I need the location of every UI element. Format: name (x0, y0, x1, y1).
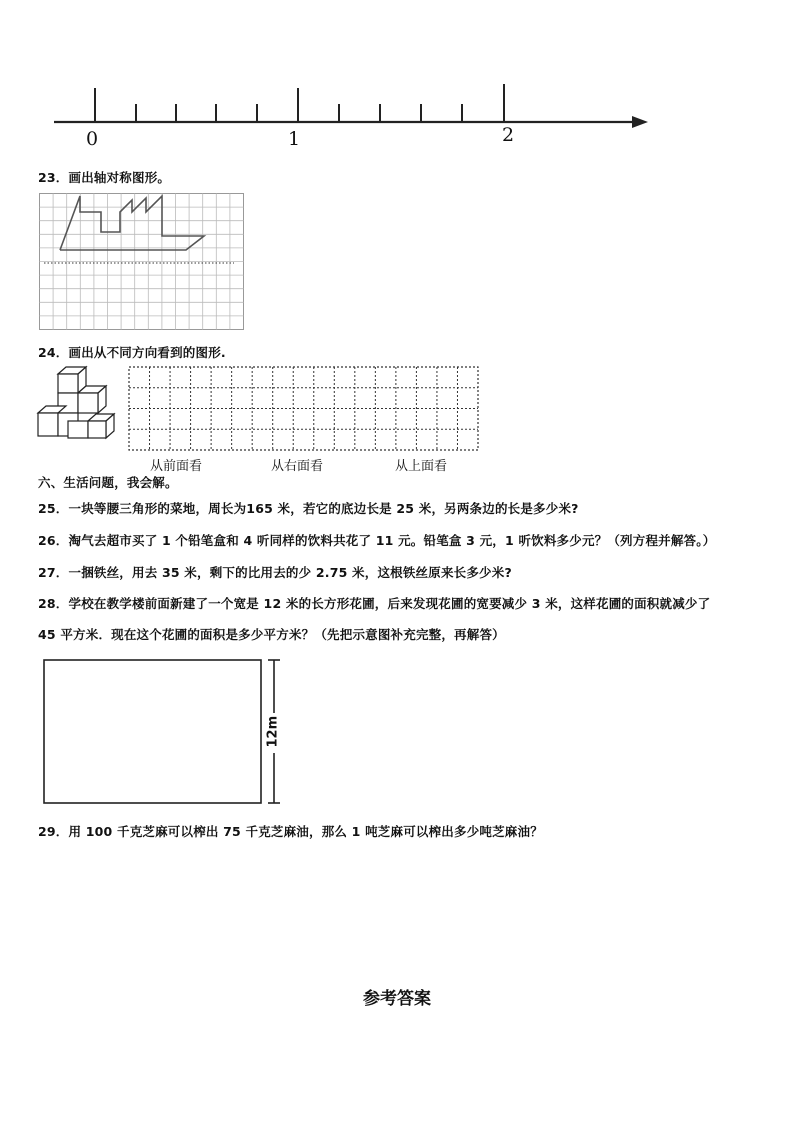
number-line-label-2: 2 (502, 124, 515, 146)
number-line (50, 80, 660, 150)
section-heading-6: 六、生活问题，我会解。 (38, 475, 178, 490)
question-28-line-1: 28．学校在教学楼前面新建了一个宽是 12 米的长方形花圃，后来发现花圃的宽要减少 3 米，这样花圃的面积就减少了 (38, 596, 711, 611)
question-23: 23．画出轴对称图形。 (38, 170, 171, 185)
question-29: 29．用 100 千克芝麻可以榨出 75 千克芝麻油，那么 1 吨芝麻可以榨出多少吨芝麻油？ (38, 824, 543, 839)
number-line-label-1: 1 (288, 128, 301, 150)
answer-title: 参考答案 (363, 989, 431, 1009)
number-line-label-0: 0 (86, 128, 99, 150)
views-grid (128, 366, 480, 452)
question-25: 25．一块等腰三角形的菜地，周长为165 米，若它的底边长是 25 米，另两条边的长是多少米? (38, 501, 579, 516)
cube-stack-figure (36, 364, 116, 444)
question-26: 26．淘气去超市买了 1 个铅笔盒和 4 听同样的饮料共花了 11 元。铅笔盒 3 元，1 听饮料多少元？（列方程并解答。） (38, 533, 716, 548)
width-label-12m: 12m (265, 715, 281, 748)
question-27: 27．一捆铁丝，用去 35 米，剩下的比用去的少 2.75 米，这根铁丝原来长多少米? (38, 565, 512, 580)
view-label-right: 从右面看 (271, 459, 324, 474)
symmetry-shape (60, 196, 204, 250)
arrow-icon (632, 116, 648, 128)
view-label-front: 从前面看 (150, 459, 203, 474)
garden-rectangle-diagram (42, 658, 292, 808)
symmetry-grid (38, 192, 246, 332)
question-28-line-2: 45 平方米．现在这个花圃的面积是多少平方米？（先把示意图补充完整，再解答） (38, 627, 505, 642)
view-label-top: 从上面看 (395, 459, 448, 474)
question-24: 24．画出从不同方向看到的图形. (38, 345, 226, 360)
